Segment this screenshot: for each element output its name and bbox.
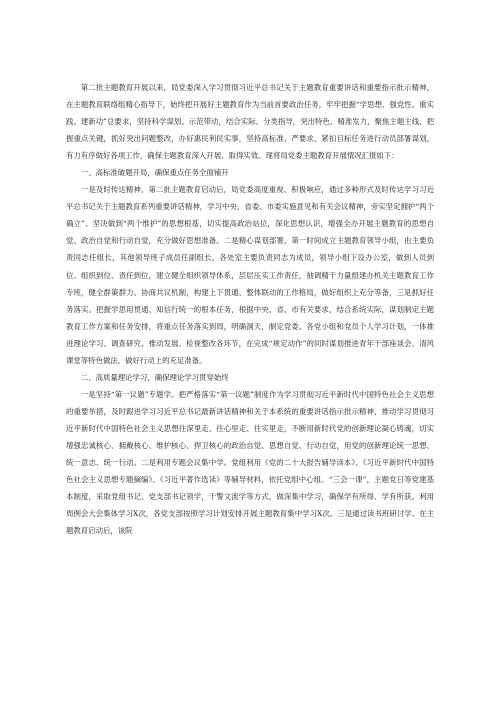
document-page [66, 79, 434, 539]
intro-paragraph: 第二批主题教育开展以来，局党委深入学习贯彻习近平总书记关于主题教育重要讲话和重要指示批示精神，在主题教育联络组精心指导下，始终把开展好主题教育作为当前首要政治任务，牢牢把握“学思想、强党性、重实践、建新功”总要求，坚持科学谋划、示范带动，结合实际、分类指导，突出特色、精准发力，聚焦主题主线、把握重点关键，抓好突出问题整改，办好惠民利民实事，坚持高标准、严要求，紧扣目标任务进行动员部署谋划，有力有序做好各项工作，确保主题教育深入开展、取得实效。现将局党委主题教育开展情况汇报如下： [66, 83, 434, 161]
section-heading-1: 一、高标准破题开局，确保重点任务全面铺开 [80, 168, 229, 178]
section-heading-2: 二、高质量理论学习，确保理论学习贯穿始终 [80, 372, 229, 382]
section-2-body: 一是坚持“第一议题”专题学。把严格落实“第一议题”制度作为学习贯彻习近平新时代中国特色社会主义思想的重要举措，及时跟进学习习近平总书记最新讲话精神和关于本系统的重要讲话指示批示精神，推动学习贯彻习近平新时代中国特色社会主义思想往深里走、往心里走、往实里走，不断用新时代党的创新理论凝心铸魂，切实增强忠诚核心、拥戴核心、维护核心、捍卫核心的政治自觉、思想自觉、行动自觉，用党的创新理论统一思想、统一意志、统一行动。二是利用专题会议集中学。党组利用《党的二十大报告辅导读本》、《习近平新时代中国特色社会主义思想专题摘编》、《习近平著作选读》等辅导材料，依托党组中心组、“三会一课”，主题党日等党建基本制度，采取党组书记、党支部书记领学，干警文流学等方式，做深集中学习，确保学有所得、学有所获。利用周例会大会集体学习X次，各党支部按照学习计划安排开展主题教育集中学习X次。三是通过读书班研讨学。在主题教育启动后，该院 [66, 389, 434, 536]
section-1-body: 一是及时传达精神。第二批主题教育启动后，局党委高度重视、积极响应，通过多种形式及时传达学习习近平总书记关于主题教育系列重要讲话精神，学习中央、省委、市委实施意见和有关会议精神，旁实坚定拥护“两个确立”、坚决做到“两个维护”的思想根基，切实提高政治站位，深化思想认识，增强全办开展主题教育的思想自觉、政治自觉和行动自觉，充分做好思想准备。二是精心谋划部署。第一时间成立主题教育领导小组，由主要负责同志任组长，其他领导班子成员任副组长，各处室主要负责同志为成员，领导小组下设办公室，做到人员到位、组织到位、责任到位，建立健全组织领导体系，层层压实工作责任，抽调精干力量组建办机关主题教育工作专班，健全群策群力、协商共议机制，构建上下贯通、整体联动的工作格局，做好组织上充分等备，三是抓好任务落实。把握学思用贯通、知信行统一的根本任务，根据中央、省、市有关要求，结合系统实际，谋划制定主题教育工作方案和任务安排，将重点任务落实到周，明确洞天，制定党委、各党小组和党员个人学习计划，一体推进理论学习、调查研究、推动发展、检视整改各环节，在完成“规定动作”的同时谋划推进青年干部座谈会、清风课堂等特色做法，做好行动上的充足准备。 [66, 185, 434, 365]
